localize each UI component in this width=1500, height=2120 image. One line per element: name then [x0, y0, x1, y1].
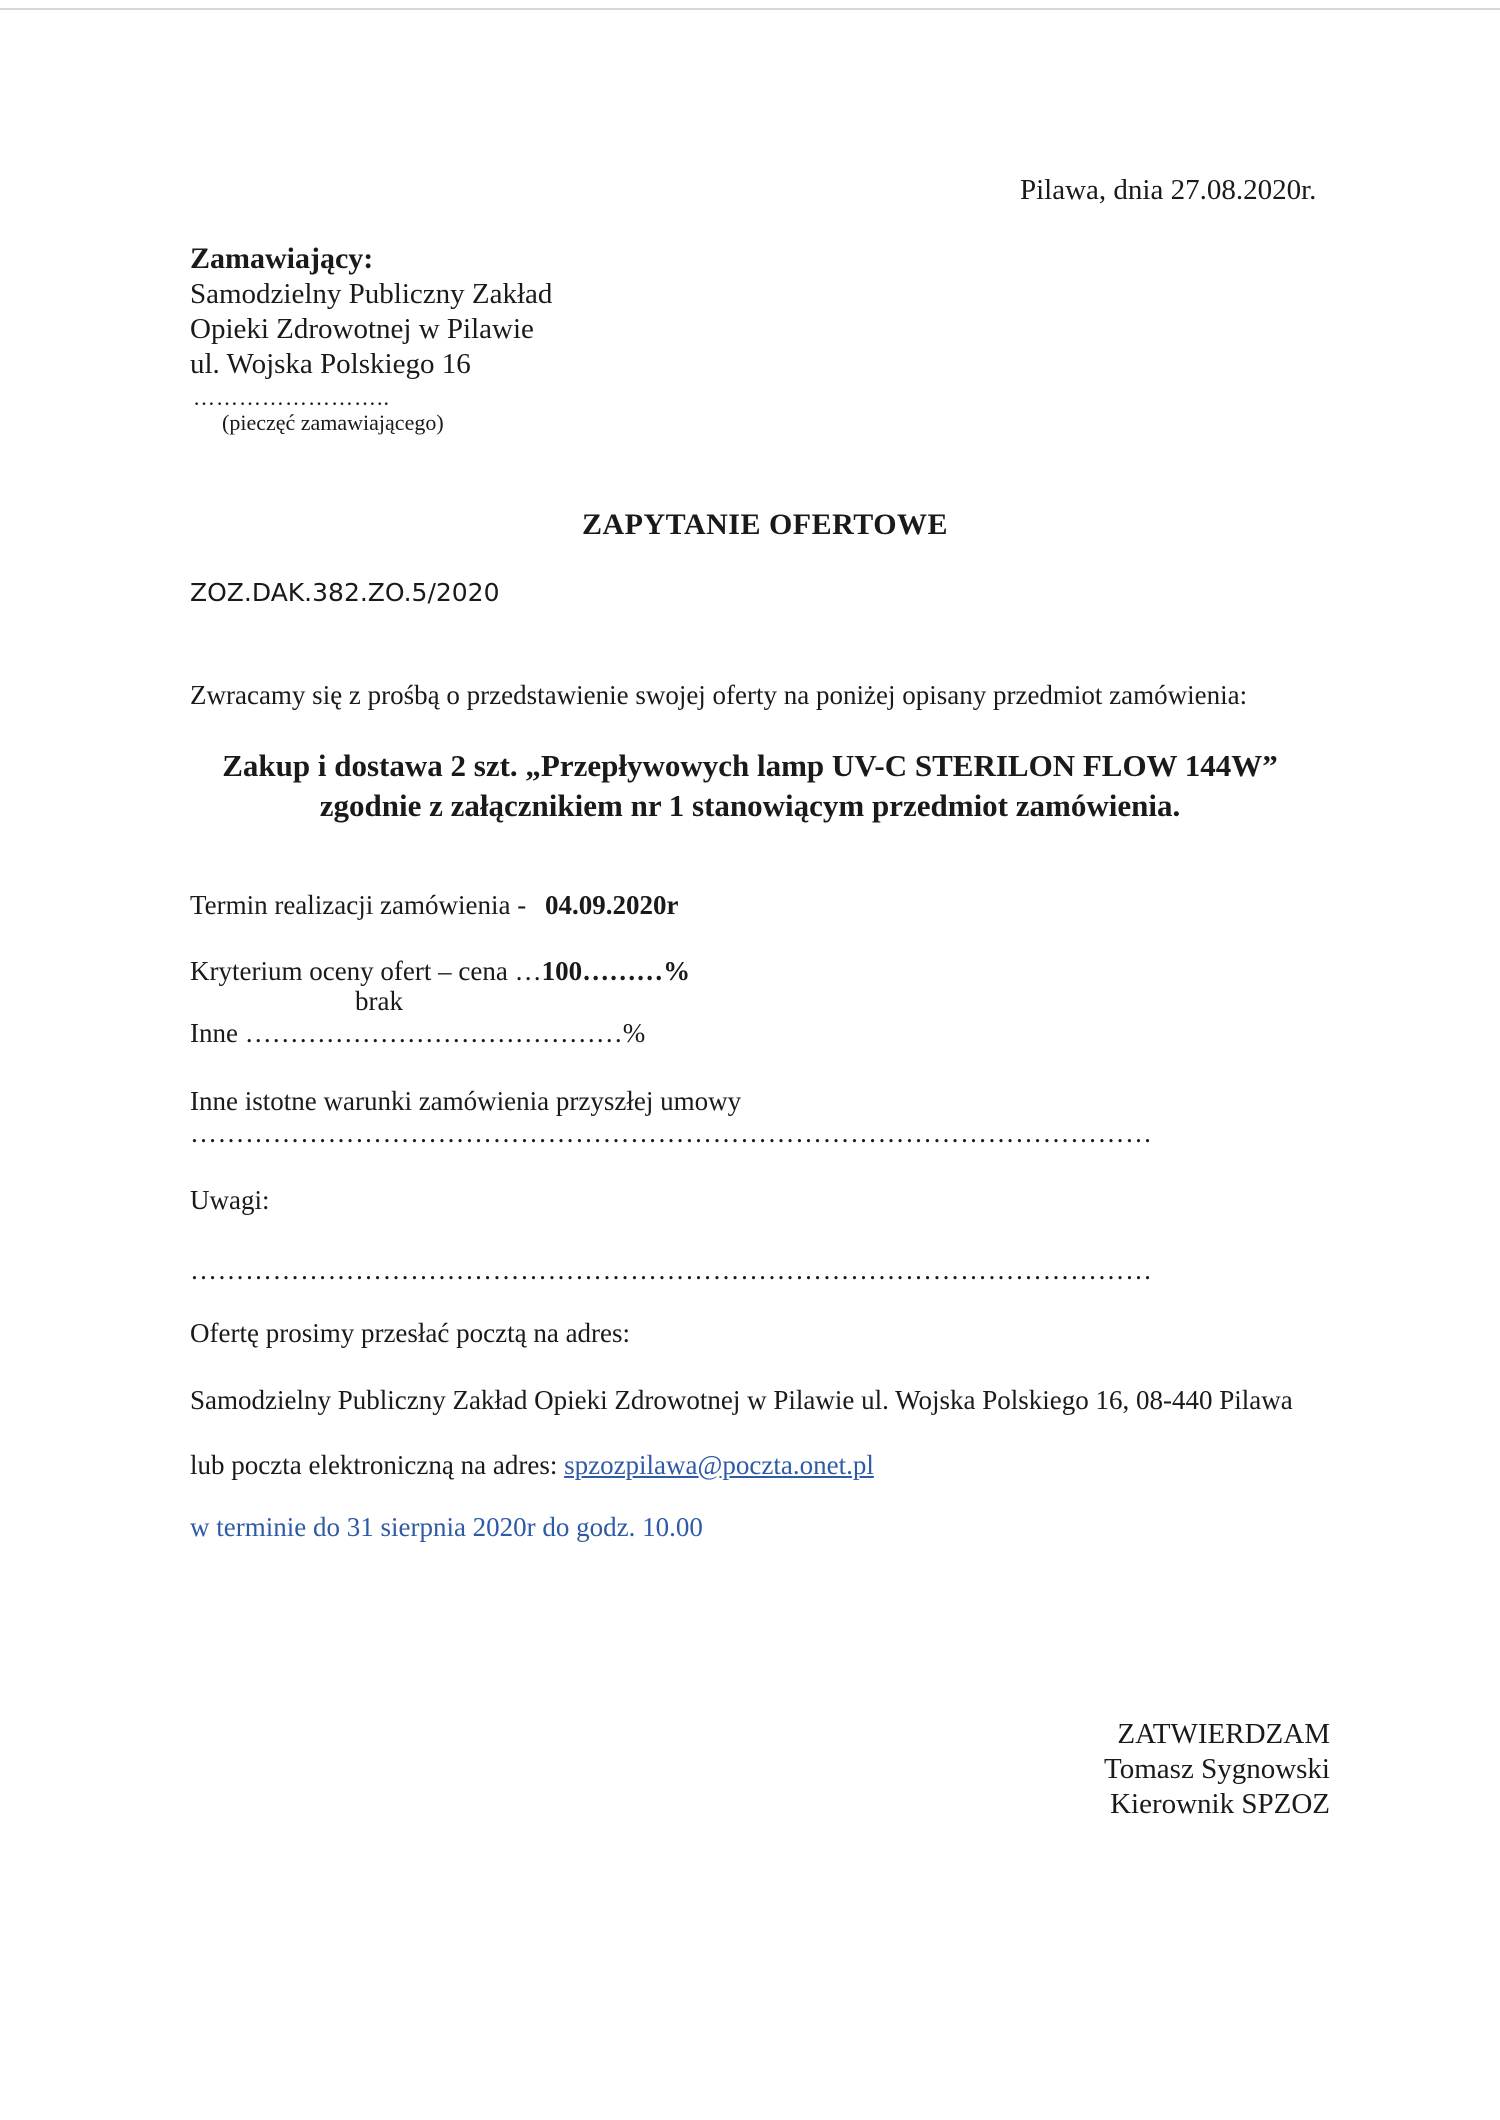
page-top-edge — [0, 8, 1500, 10]
intro-text: Zwracamy się z prośbą o przedstawienie swojej oferty na poniżej opisany przedmiot zamówienia: — [190, 680, 1248, 710]
page-title: ZAPYTANIE OFERTOWE — [582, 508, 949, 541]
email-row — [190, 1450, 874, 1481]
uwagi-label: Uwagi: — [190, 1185, 270, 1215]
subject-line-1: Zakup i dostawa 2 szt. „Przepływowych lamp UV-C STERILON FLOW 144W” — [222, 748, 1278, 783]
reference-number: ZOZ.DAK.382.ZO.5/2020 — [190, 578, 500, 607]
termin-label: Termin realizacji zamówienia - — [190, 890, 527, 920]
deadline-text: w terminie do 31 sierpnia 2020r do godz. 10.00 — [190, 1512, 703, 1542]
termin-value: 04.09.2020r — [544, 890, 679, 920]
orderer-heading: Zamawiający: — [190, 242, 374, 275]
orderer-line-3: ul. Wojska Polskiego 16 — [190, 348, 471, 380]
warunki-dots: …………………………………………………………………………………………… — [190, 1118, 1153, 1148]
orderer-line-1: Samodzielny Publiczny Zakład — [190, 278, 553, 310]
orderer-line-2: Opieki Zdrowotnej w Pilawie — [190, 313, 534, 345]
email-label: lub poczta elektroniczną na adres: — [190, 1450, 558, 1480]
subject-line-2: zgodnie z załącznikiem nr 1 stanowiącym przedmiot zamówienia. — [319, 788, 1181, 823]
kryterium-brak: brak — [355, 986, 403, 1016]
email-link[interactable]: spzozpilawa@poczta.onet.pl — [564, 1450, 874, 1480]
stamp-placeholder: …………………….. — [193, 385, 390, 410]
date-line: Pilawa, dnia 27.08.2020r. — [1020, 174, 1317, 206]
stamp-label: (pieczęć zamawiającego) — [222, 410, 444, 435]
address-full: Samodzielny Publiczny Zakład Opieki Zdrowotnej w Pilawie ul. Wojska Polskiego 16, 08-440 Pilawa — [190, 1385, 1293, 1415]
warunki-label: Inne istotne warunki zamówienia przyszłej umowy — [190, 1086, 742, 1116]
termin-row — [190, 890, 678, 921]
signature-name: Tomasz Sygnowski — [1104, 1753, 1330, 1785]
kryterium-value: 100………% — [541, 956, 691, 986]
signature-approve: ZATWIERDZAM — [1117, 1718, 1330, 1750]
address-intro: Ofertę prosimy przesłać pocztą na adres: — [190, 1318, 631, 1348]
kryterium-inne: Inne ……………………………………% — [190, 1018, 646, 1048]
kryterium-label: Kryterium oceny ofert – cena … — [190, 956, 542, 986]
signature-position: Kierownik SPZOZ — [1110, 1788, 1330, 1820]
uwagi-dots: …………………………………………………………………………………………… — [190, 1255, 1153, 1285]
kryterium-row — [190, 956, 690, 987]
